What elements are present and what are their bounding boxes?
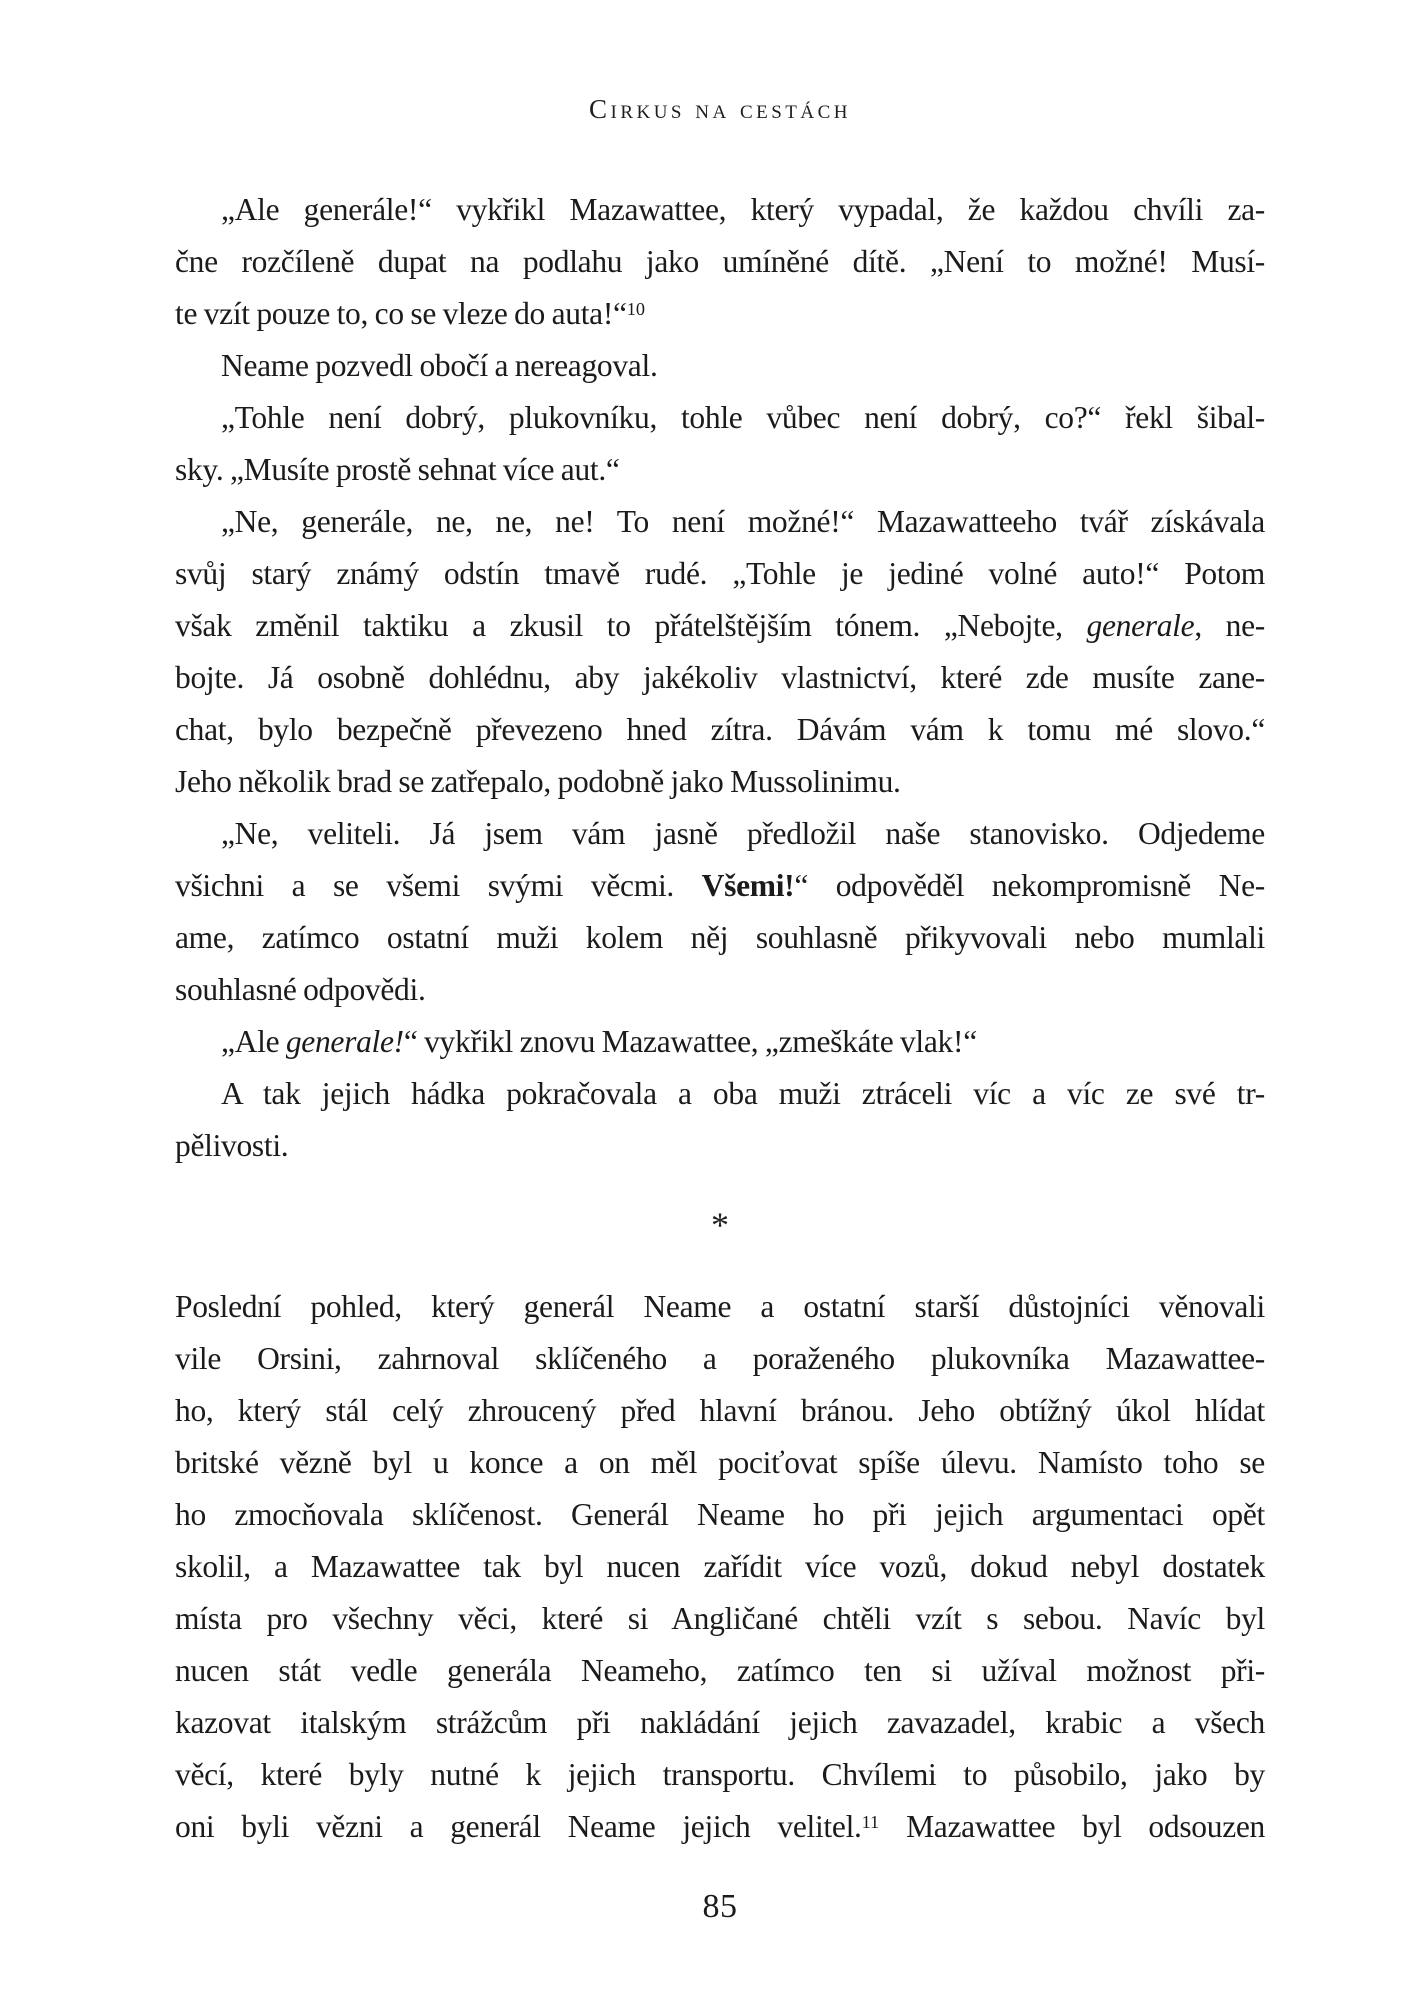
text-segment-italic: generale! xyxy=(285,1024,404,1059)
text-line xyxy=(175,964,1265,1016)
paragraph xyxy=(175,392,1265,496)
text-line xyxy=(175,340,1265,392)
text-segment: svůj starý známý odstín tmavě rudé. „Tohle je jediné volné auto!“ Potom xyxy=(175,556,1265,591)
text-line xyxy=(175,496,1265,548)
text-segment: „Ale generále!“ vykřikl Mazawattee, který vypadal, že každou chvíli za- xyxy=(221,192,1265,227)
text-segment: ho, který stál celý zhroucený před hlavní bránou. Jeho obtížný úkol hlídat xyxy=(175,1393,1265,1428)
text-line xyxy=(175,288,1265,340)
text-line xyxy=(175,1749,1265,1801)
text-segment: A tak jejich hádka pokračovala a oba muži ztráceli víc a víc ze své tr- xyxy=(221,1076,1265,1111)
text-segment: Mazawattee byl odsouzen xyxy=(879,1809,1266,1844)
text-line xyxy=(175,1333,1265,1385)
text-line xyxy=(175,392,1265,444)
text-segment: chat, bylo bezpečně převezeno hned zítra. Dávám vám k tomu mé slovo.“ xyxy=(175,712,1265,747)
page-number: 85 xyxy=(702,1888,738,1925)
text-line xyxy=(175,1645,1265,1697)
footnote-marker: 11 xyxy=(861,1812,880,1833)
text-segment: „Ne, veliteli. Já jsem vám jasně předložil naše stanovisko. Odjedeme xyxy=(221,816,1265,851)
text-segment: „Tohle není dobrý, plukovníku, tohle vůbec není dobrý, co?“ řekl šibal- xyxy=(221,400,1265,435)
text-segment: „Ne, generále, ne, ne, ne! To není možné!“ Mazawatteeho tvář získávala xyxy=(221,504,1265,539)
paragraph xyxy=(175,1068,1265,1172)
text-segment: Poslední pohled, který generál Neame a ostatní starší důstojníci věnovali xyxy=(175,1289,1265,1324)
text-line xyxy=(175,756,1265,808)
text-line xyxy=(175,808,1265,860)
text-segment: “ odpověděl nekompromisně Ne- xyxy=(794,868,1265,903)
paragraph xyxy=(175,496,1265,808)
text-line xyxy=(175,1437,1265,1489)
text-line xyxy=(175,1281,1265,1333)
text-line xyxy=(175,1801,1265,1853)
text-line xyxy=(175,1016,1265,1068)
text-segment: britské vězně byl u konce a on měl pociťovat spíše úlevu. Namísto toho se xyxy=(175,1445,1265,1480)
text-segment-italic: generale xyxy=(1086,608,1195,643)
paragraph xyxy=(175,808,1265,1016)
text-segment: oni byli vězni a generál Neame jejich velitel. xyxy=(175,1809,862,1844)
text-line xyxy=(175,1385,1265,1437)
text-segment: souhlasné odpovědi. xyxy=(175,972,426,1007)
text-segment: te vzít pouze to, co se vleze do auta!“ xyxy=(175,296,627,331)
text-segment: ho zmocňovala sklíčenost. Generál Neame ho při jejich argumentaci opět xyxy=(175,1497,1265,1532)
text-line xyxy=(175,1120,1265,1172)
footnote-marker: 10 xyxy=(626,299,645,320)
text-segment: však změnil taktiku a zkusil to přátelštějším tónem. „Nebojte, xyxy=(175,608,1087,643)
section-separator-star: * xyxy=(711,1205,729,1245)
text-segment: pělivosti. xyxy=(175,1128,289,1163)
text-line xyxy=(175,912,1265,964)
paragraph xyxy=(175,1016,1265,1068)
text-segment: nucen stát vedle generála Neameho, zatímco ten si užíval možnost při- xyxy=(175,1653,1265,1688)
text-segment: skolil, a Mazawattee tak byl nucen zařídit více vozů, dokud nebyl dostatek xyxy=(175,1549,1265,1584)
text-line xyxy=(175,1541,1265,1593)
text-segment: bojte. Já osobně dohlédnu, aby jakékoliv vlastnictví, které zde musíte zane- xyxy=(175,660,1265,695)
text-line xyxy=(175,1489,1265,1541)
text-segment: věcí, které byly nutné k jejich transportu. Chvílemi to působilo, jako by xyxy=(175,1757,1265,1792)
text-segment: kazovat italským strážcům při nakládání jejich zavazadel, krabic a všech xyxy=(175,1705,1265,1740)
text-block-2 xyxy=(175,1281,1265,1853)
text-segment: sky. „Musíte prostě sehnat více aut.“ xyxy=(175,452,620,487)
paragraph xyxy=(175,340,1265,392)
running-head: Cirkus na cestách xyxy=(588,94,852,124)
text-segment: „Ale xyxy=(221,1024,286,1059)
text-line xyxy=(175,184,1265,236)
text-line xyxy=(175,236,1265,288)
text-segment: Jeho několik brad se zatřepalo, podobně jako Mussolinimu. xyxy=(175,764,901,799)
text-segment: Neame pozvedl obočí a nereagoval. xyxy=(221,348,658,383)
text-line xyxy=(175,704,1265,756)
text-segment: , ne- xyxy=(1194,608,1265,643)
text-segment: ame, zatímco ostatní muži kolem něj souhlasně přikyvovali nebo mumlali xyxy=(175,920,1265,955)
text-segment: vile Orsini, zahrnoval sklíčeného a poraženého plukovníka Mazawattee- xyxy=(175,1341,1265,1376)
text-line xyxy=(175,652,1265,704)
text-block-1 xyxy=(175,184,1265,1172)
paragraph xyxy=(175,1281,1265,1853)
text-line xyxy=(175,860,1265,912)
text-line xyxy=(175,1697,1265,1749)
text-line xyxy=(175,1593,1265,1645)
text-line xyxy=(175,1068,1265,1120)
text-line xyxy=(175,548,1265,600)
text-segment: místa pro všechny věci, které si Angličané chtěli vzít s sebou. Navíc byl xyxy=(175,1601,1265,1636)
text-line xyxy=(175,600,1265,652)
text-segment-bold: Všemi! xyxy=(701,868,795,903)
text-line xyxy=(175,444,1265,496)
text-segment: čne rozčíleně dupat na podlahu jako umíněné dítě. „Není to možné! Musí- xyxy=(175,244,1265,279)
text-segment: “ vykřikl znovu Mazawattee, „zmeškáte vlak!“ xyxy=(403,1024,977,1059)
text-segment: všichni a se všemi svými věcmi. xyxy=(175,868,702,903)
paragraph xyxy=(175,184,1265,340)
